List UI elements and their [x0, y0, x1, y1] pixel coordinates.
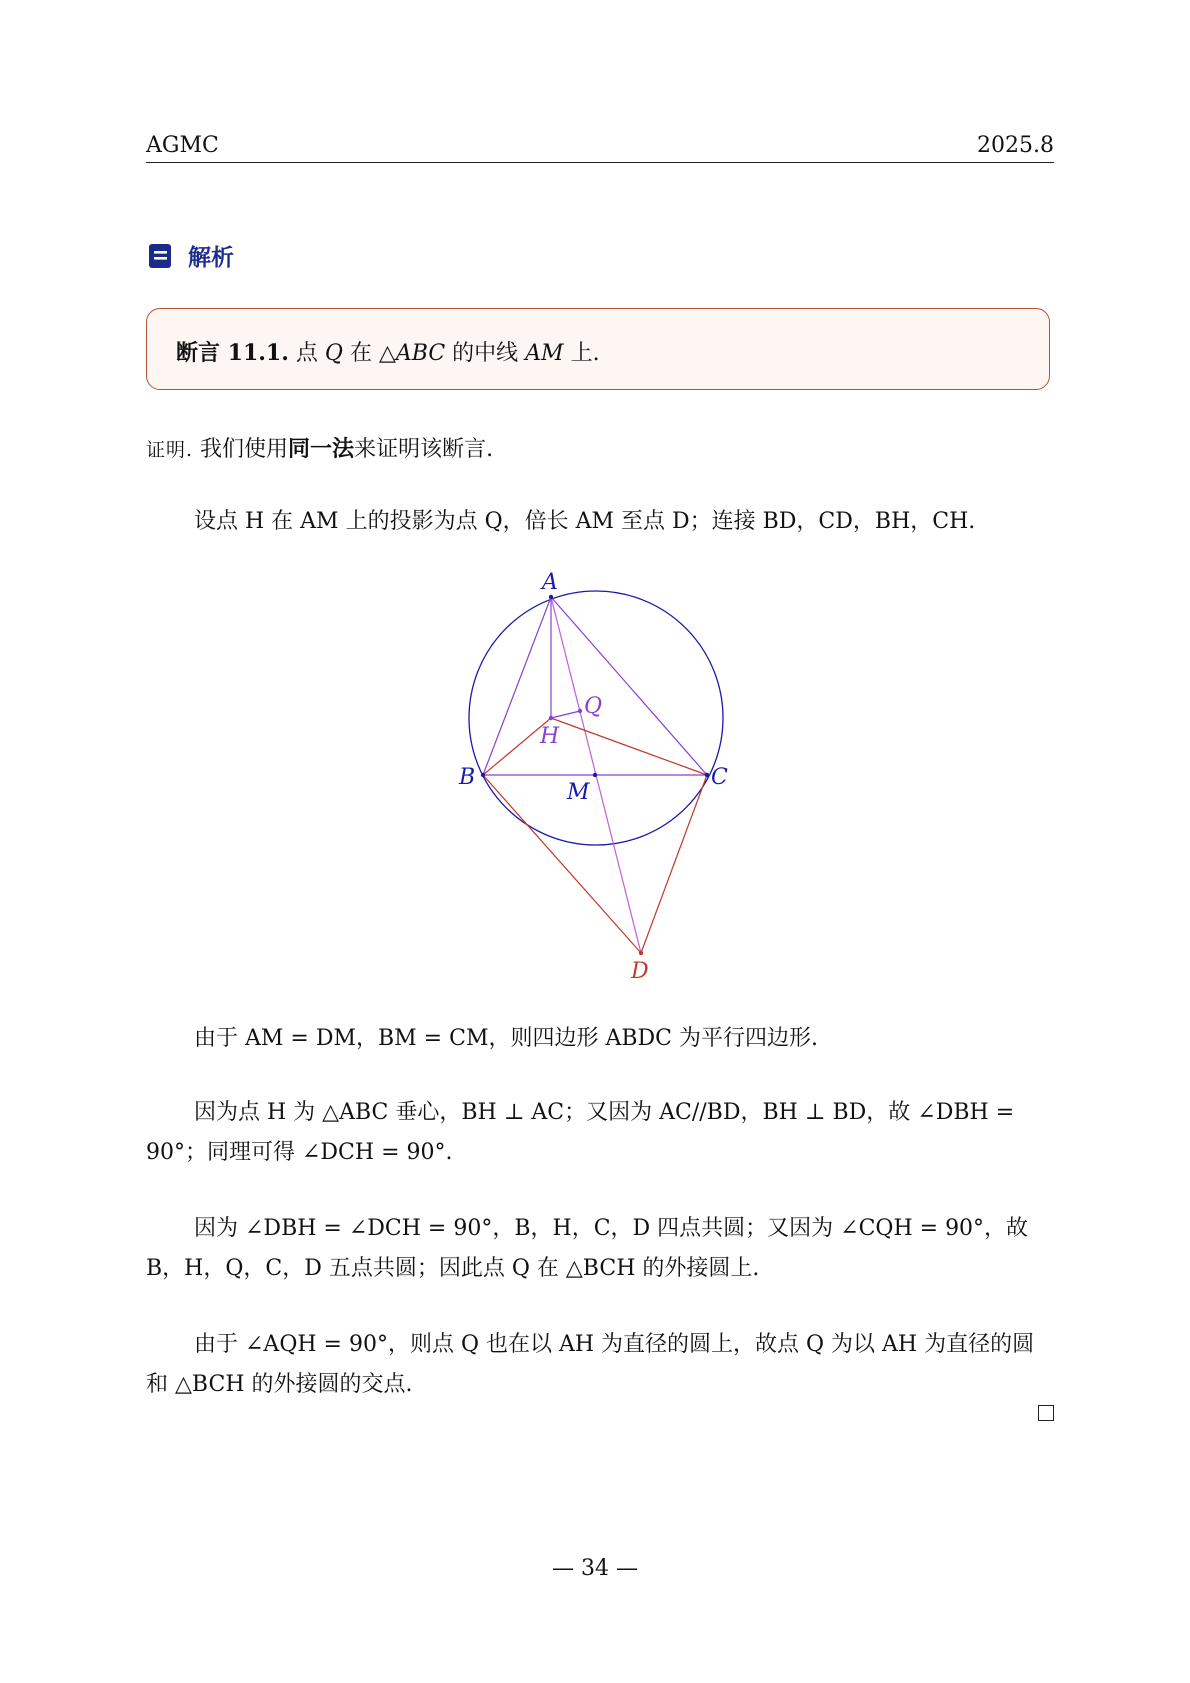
proof-text-before: 我们使用: [193, 437, 289, 462]
assertion-text-end: 上.: [563, 341, 600, 366]
section-title: 解析: [188, 244, 234, 271]
point-q: [578, 709, 582, 713]
qed-symbol: [1038, 1405, 1054, 1421]
segment-ac: [551, 597, 707, 775]
label-a: A: [542, 570, 558, 595]
paragraph-construction: 设点 H 在 AM 上的投影为点 Q，倍长 AM 至点 D；连接 BD，CD，BH，CH.: [194, 509, 976, 534]
label-c: C: [711, 765, 728, 790]
label-d: D: [631, 959, 649, 984]
point-a: [549, 595, 553, 599]
assertion-text-before: 点: [295, 341, 325, 366]
running-header-right: 2025.8: [977, 133, 1054, 158]
assertion-median: AM: [525, 341, 564, 366]
assertion-text-mid: 在: [342, 341, 379, 366]
label-b: B: [459, 765, 476, 790]
paragraph-conclusion: 由于 ∠AQH = 90°，则点 Q 也在以 AH 为直径的圆上，故点 Q 为以 AH 为直径的圆和 △BCH 的外接圆的交点.: [146, 1332, 1035, 1397]
label-q: Q: [584, 694, 603, 719]
assertion-point-q: Q: [324, 341, 343, 366]
proof-text-after: 来证明该断言.: [354, 437, 494, 462]
paragraph-parallelogram: 由于 AM = DM，BM = CM，则四边形 ABDC 为平行四边形.: [194, 1026, 818, 1051]
proof-label: 证明.: [146, 439, 194, 461]
running-header-left: AGMC: [146, 133, 219, 158]
proof-method: 同一法: [288, 436, 355, 462]
label-h: H: [540, 724, 560, 749]
point-d: [639, 951, 643, 955]
point-c: [705, 773, 709, 777]
assertion-triangle: △ABC: [378, 341, 446, 366]
segment-cd: [641, 775, 707, 953]
paragraph-concyclic: 因为 ∠DBH = ∠DCH = 90°，B，H，C，D 四点共圆；又因为 ∠CQH = 90°，故 B，H，Q，C，D 五点共圆；因此点 Q 在 △BCH 的外接圆上.: [146, 1216, 1029, 1281]
segment-ch: [551, 718, 707, 775]
assertion-label: 断言 11.1.: [176, 340, 289, 366]
point-b: [481, 773, 485, 777]
page-number: — 34 —: [552, 1556, 638, 1581]
point-h: [549, 716, 553, 720]
label-m: M: [567, 780, 590, 805]
point-m: [593, 773, 597, 777]
segment-bd: [483, 775, 641, 953]
assertion-text-mid2: 的中线: [445, 341, 526, 366]
paragraph-orthocenter: 因为点 H 为 △ABC 垂心，BH ⊥ AC；又因为 AC//BD，BH ⊥ BD，故 ∠DBH = 90°；同理可得 ∠DCH = 90°.: [146, 1100, 1015, 1165]
segment-hq: [551, 711, 580, 718]
